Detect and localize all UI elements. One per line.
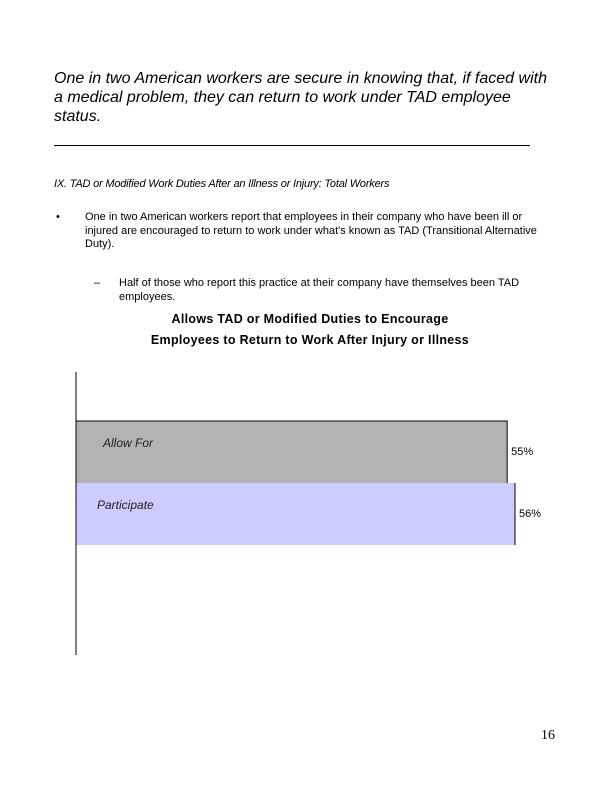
sub-bullet-marker: –: [94, 277, 101, 289]
section-heading: IX. TAD or Modified Work Duties After an Illness or Injury: Total Workers: [54, 178, 390, 190]
page-number: 16: [541, 728, 555, 743]
bullet-marker: •: [56, 211, 60, 223]
category-label: Participate: [97, 498, 154, 512]
chart-title-line-1: Allows TAD or Modified Duties to Encourage: [171, 312, 449, 326]
sub-bullet-text: Half of those who report this practice at their company have themselves been TAD employees.: [119, 277, 520, 303]
page-headline: One in two American workers are secure in knowing that, if faced with a medical problem, they can return to work under TAD employee status.: [54, 70, 547, 125]
chart-title-line-2: Employees to Return to Work After Injury or Illness: [150, 333, 470, 347]
bar-allow-for: [76, 421, 507, 483]
bar-participate: [76, 483, 515, 545]
bullet-text: One in two American workers report that employees in their company who have been ill or injured are encouraged to return to work under what's known as TAD (Transitional Alternative Duty).: [85, 211, 537, 250]
value-label: 56%: [519, 508, 542, 520]
category-label: Allow For: [103, 436, 154, 450]
value-label: 55%: [511, 446, 534, 458]
